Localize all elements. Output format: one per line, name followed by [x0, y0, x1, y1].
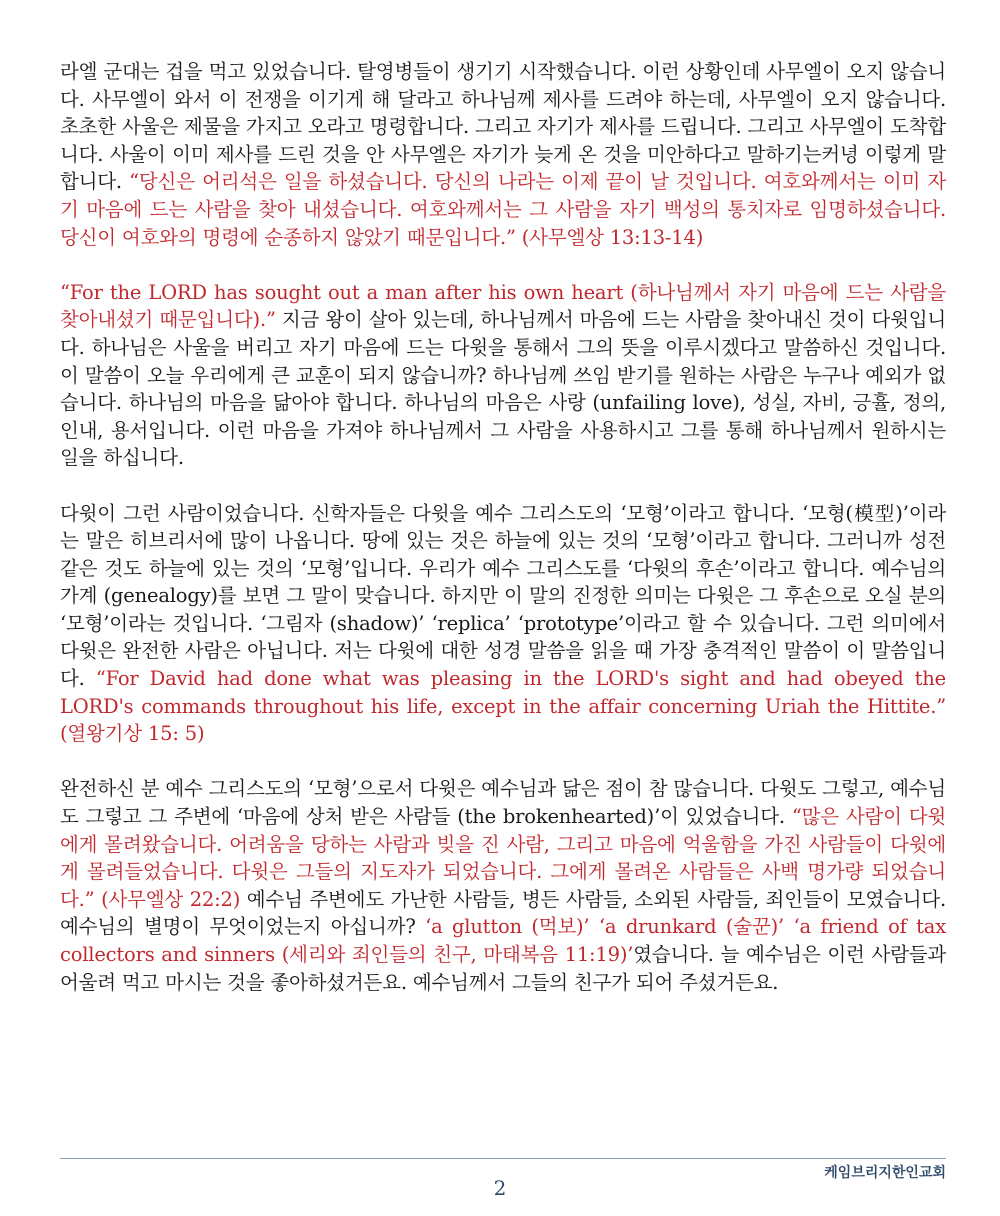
sermon-body — [60, 58, 946, 996]
church-name: 케임브리지한인교회 — [824, 1165, 946, 1181]
text-segment: 완전하신 분 예수 그리스도의 ‘모형’으로서 다윗은 예수님과 닮은 점이 참 많습니다. 다윗도 그렇고, 예수님도 그렇고 그 주변에 ‘마음에 상처 받은 사람들 (the brokenhearted)’이 있었습니다. — [60, 777, 946, 829]
text-segment: 지금 왕이 살아 있는데, 하나님께서 마음에 드는 사람을 찾아내신 것이 다윗입니다. 하나님은 사울을 버리고 자기 마음에 드는 다윗을 통해서 그의 뜻을 이루시겠다고 말씀하신 것입니다. 이 말씀이 오늘 우리에게 큰 교훈이 되지 않습니까? 하나님께 쓰임 받기를 원하는 사람은 누구나 예외가 없습니다. 하나님의 마음을 닮아야 합니다. 하나님의 마음은 사랑 (unfailing love), 성실, 자비, 긍휼, 정의, 인내, 용서입니다. 이런 마음을 가져야 하나님께서 그 사람을 사용하시고 그를 통해 하나님께서 원하시는 일을 하십니다. — [60, 308, 946, 470]
text-segment: 다윗이 그런 사람이었습니다. 신학자들은 다윗을 예수 그리스도의 ‘모형’이라고 합니다. ‘모형(模型)’이라는 말은 히브리서에 많이 나옵니다. 땅에 있는 것은 하늘에 있는 것의 ‘모형’이라고 합니다. 그러니까 성전 같은 것도 하늘에 있는 것의 ‘모형’입니다. 우리가 예수 그리스도를 ‘다윗의 후손’이라고 합니다. 예수님의 가계 (genealogy)를 보면 그 말이 맞습니다. 하지만 이 말의 진정한 의미는 다윗은 그 후손으로 오실 분의 ‘모형’이라는 것입니다. ‘그림자 (shadow)’ ‘replica’ ‘prototype’이라고 할 수 있습니다. 그런 의미에서 다윗은 완전한 사람은 아닙니다. 저는 다윗에 대한 성경 말씀을 읽을 때 가장 충격적인 말씀이 이 말씀입니다. — [60, 501, 946, 691]
scripture-quote: ‘a glutton (먹보)’ ‘a drunkard (술꾼)’ ‘a friend of tax collectors and sinners (세리와 죄인들의 친구, 마태복음 11:19)’ — [60, 915, 946, 966]
scripture-quote: “For the LORD has sought out a man after his own heart (하나님께서 자기 마음에 드는 사람을 찾아내셨기 때문입니다).” — [60, 280, 946, 332]
footer-divider — [60, 1158, 946, 1159]
paragraph-2 — [60, 279, 946, 472]
scripture-quote: “당신은 어리석은 일을 하셨습니다. 당신의 나라는 이제 끝이 날 것입니다. 여호와께서는 이미 자기 마음에 드는 사람을 찾아 내셨습니다. 여호와께서는 그 사람을 자기 백성의 통치자로 임명하셨습니다. 당신이 여호와의 명령에 순종하지 않았기 때문입니다.” (사무엘상 13:13-14) — [60, 170, 946, 249]
paragraph-3 — [60, 500, 946, 748]
paragraph-4 — [60, 775, 946, 996]
scripture-quote: “많은 사람이 다윗에게 몰려왔습니다. 어려움을 당하는 사람과 빚을 진 사람, 그리고 마음에 억울함을 가진 사람들이 다윗에게 몰려들었습니다. 다윗은 그들의 지도자가 되었습니다. 그에게 몰려온 사람들은 사백 명가량 되었습니다.” (사무엘상 22:2) — [60, 805, 946, 911]
text-segment: 라엘 군대는 겁을 먹고 있었습니다. 탈영병들이 생기기 시작했습니다. 이런 상황인데 사무엘이 오지 않습니다. 사무엘이 와서 이 전쟁을 이기게 해 달라고 하나님께 제사를 드려야 하는데, 사무엘이 오지 않습니다. 초초한 사울은 제물을 가지고 오라고 명령합니다. 그리고 자기가 제사를 드립니다. 그리고 사무엘이 도착합니다. 사울이 이미 제사를 드린 것을 안 사무엘은 자기가 늦게 온 것을 미안하다고 말하기는커녕 이렇게 말합니다. — [60, 60, 946, 194]
text-segment: 였습니다. 늘 예수님은 이런 사람들과 어울려 먹고 마시는 것을 좋아하셨거든요. 예수님께서 그들의 친구가 되어 주셨거든요. — [60, 943, 946, 994]
text-segment: 예수님 주변에도 가난한 사람들, 병든 사람들, 소외된 사람들, 죄인들이 모였습니다. 예수님의 별명이 무엇이었는지 아십니까? — [60, 887, 946, 939]
scripture-quote: “For David had done what was pleasing in the LORD's sight and had obeyed the LORD's commands throughout his life, except in the affair concerning Uriah the Hittite.” (열왕기상 15: 5) — [60, 667, 946, 746]
page-number: 2 — [493, 1176, 507, 1200]
paragraph-1 — [60, 58, 946, 251]
